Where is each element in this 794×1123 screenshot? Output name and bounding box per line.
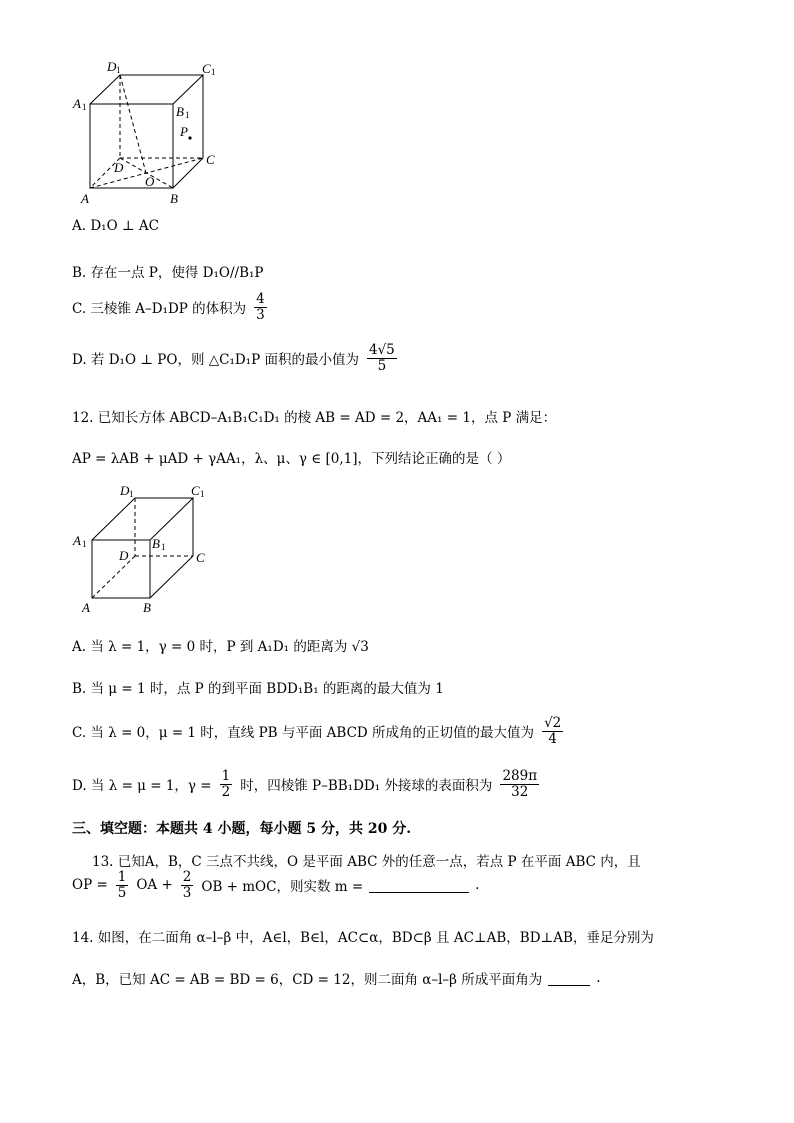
label2-D1: D xyxy=(120,483,130,498)
svg-text:1: 1 xyxy=(116,65,121,75)
q12-option-b: B. 当 μ = 1 时，点 P 的到平面 BDD₁B₁ 的距离的最大值为 1 xyxy=(72,681,444,697)
q13-frac1 xyxy=(116,870,129,901)
label-O: O xyxy=(145,174,155,189)
q12-d-gamma-fraction xyxy=(220,769,233,800)
label-B: B xyxy=(170,191,178,206)
q12-c-fraction xyxy=(542,716,563,747)
q12-d-num: 289π xyxy=(502,768,538,784)
q12-c-num: √2 xyxy=(544,715,562,731)
q14-line2-text: A，B，已知 AC = AB = BD = 6，CD = 12，则二面角 α–l–β 所成平面角为 xyxy=(72,972,543,988)
label-A: A xyxy=(81,191,89,206)
q11-d-text: D. 若 D₁O ⊥ PO，则 △C₁D₁P 面积的最小值为 xyxy=(72,352,359,369)
label2-C1: C xyxy=(191,483,200,498)
q11-d-fraction xyxy=(367,343,397,374)
q11-d-num: 4√5 xyxy=(368,342,395,358)
q12-stem-line2: AP = λAB + μAD + γAA₁，λ、μ、γ ∈ [0,1]，下列结论正确的是（ ） xyxy=(72,451,511,467)
q12-d-fraction xyxy=(500,769,539,800)
q12-option-a: A. 当 λ = 1，γ = 0 时，P 到 A₁D₁ 的距离为 √3 xyxy=(72,639,369,655)
svg-text:1: 1 xyxy=(211,67,216,77)
q13-stem: 13. 已知A，B，C 三点不共线，O 是平面 ABC 外的任意一点，若点 P 在平面 ABC 内，且 xyxy=(92,854,641,870)
cube-figure-2 xyxy=(70,478,230,618)
q14-answer-blank[interactable] xyxy=(548,971,590,986)
label-A1: A xyxy=(73,96,81,111)
q13-f1den: 5 xyxy=(117,884,127,901)
label2-A1: A xyxy=(73,533,81,548)
label2-B1: B xyxy=(152,536,160,551)
cube-figure-1 xyxy=(70,58,230,208)
q12-d-gnum: 1 xyxy=(221,768,231,784)
q11-d-den: 5 xyxy=(377,357,387,374)
q11-option-c xyxy=(72,292,269,323)
q12-c-den: 4 xyxy=(548,730,557,747)
q12-option-d xyxy=(72,769,541,800)
label2-C: C xyxy=(196,550,205,565)
q11-c-num: 4 xyxy=(256,291,265,307)
svg-text:1: 1 xyxy=(82,102,87,112)
svg-text:1: 1 xyxy=(129,489,134,499)
label2-D: D xyxy=(119,548,129,563)
q13-t2: OB + mOC，则实数 m = xyxy=(201,879,364,896)
q12-option-c xyxy=(72,716,565,747)
q12-c-text: C. 当 λ = 0，μ = 1 时，直线 PB 与平面 ABCD 所成角的正切值的最大值为 xyxy=(72,725,535,742)
label-D1: D xyxy=(107,59,117,74)
q11-c-text: C. 三棱锥 A–D₁DP 的体积为 xyxy=(72,301,247,318)
label-B1: B xyxy=(176,104,184,119)
q13-end: . xyxy=(475,877,480,894)
q13-f2num: 2 xyxy=(182,869,192,885)
label2-A: A xyxy=(82,600,90,615)
q13-equation xyxy=(72,870,479,901)
section-heading: 三、填空题：本题共 4 小题，每小题 5 分，共 20 分. xyxy=(72,821,412,837)
q13-answer-blank[interactable] xyxy=(369,878,469,893)
q14-stem-line1: 14. 如图，在二面角 α–l–β 中，A∈l，B∈l，AC⊂α，BD⊂β 且 AC⊥AB，BD⊥AB，垂足分别为 xyxy=(72,930,654,946)
label2-B: B xyxy=(143,600,151,615)
q13-t1: OA + xyxy=(136,877,173,894)
q12-d-text1: D. 当 λ = μ = 1，γ = xyxy=(72,778,212,795)
label-C1: C xyxy=(202,61,211,76)
q13-f2den: 3 xyxy=(182,884,192,901)
q12-stem-line1: 12. 已知长方体 ABCD–A₁B₁C₁D₁ 的棱 AB = AD = 2，AA₁ = 1，点 P 满足： xyxy=(72,410,557,426)
q14-end: . xyxy=(596,970,601,986)
q11-c-den: 3 xyxy=(256,306,265,323)
label-P: P xyxy=(180,124,188,139)
label-C: C xyxy=(206,152,215,167)
q11-option-d xyxy=(72,343,399,374)
q12-d-den: 32 xyxy=(511,783,529,800)
q11-option-a: A. D₁O ⊥ AC xyxy=(72,218,159,234)
q11-option-b: B. 存在一点 P，使得 D₁O//B₁P xyxy=(72,265,264,281)
q13-lhs: OP = xyxy=(72,877,108,894)
q12-d-text2: 时，四棱锥 P–BB₁DD₁ 外接球的表面积为 xyxy=(240,778,493,795)
q14-stem-line2 xyxy=(72,968,601,988)
svg-text:1: 1 xyxy=(185,110,190,120)
svg-text:1: 1 xyxy=(161,542,166,552)
q13-f1num: 1 xyxy=(117,869,127,885)
q12-d-gden: 2 xyxy=(221,783,231,800)
q13-frac2 xyxy=(181,870,194,901)
svg-text:1: 1 xyxy=(200,489,205,499)
svg-text:1: 1 xyxy=(82,539,87,549)
label-D: D xyxy=(114,160,124,175)
q11-c-fraction xyxy=(254,292,267,323)
